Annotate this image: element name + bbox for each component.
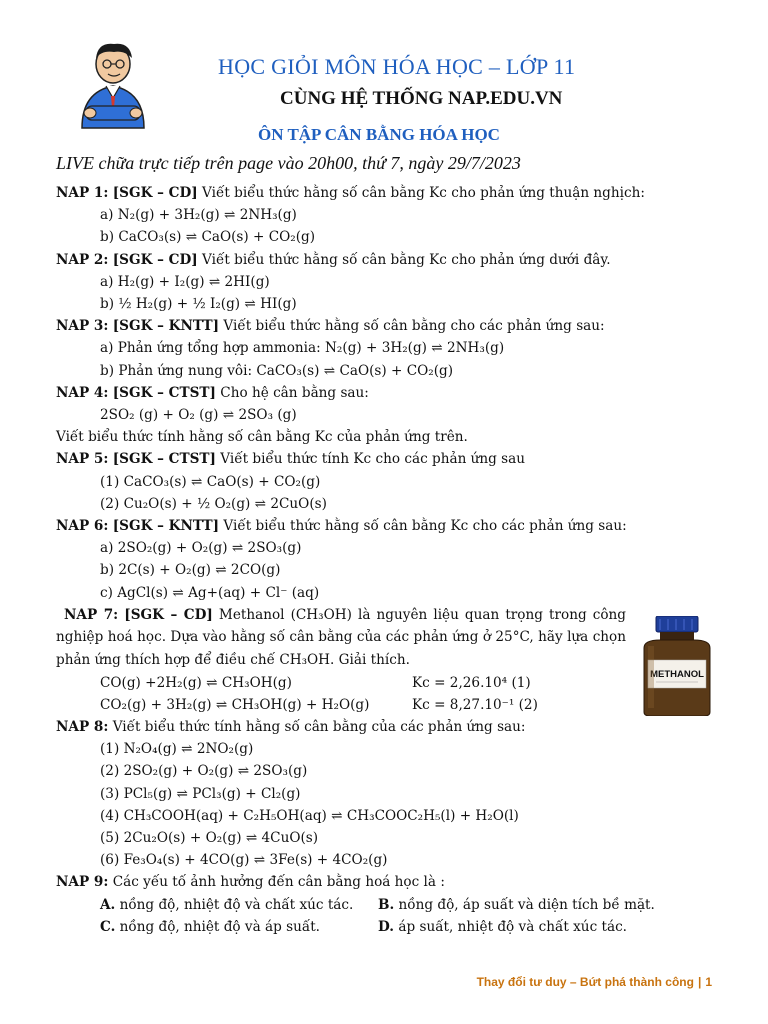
question-text: Viết biểu thức tính Kc cho các phản ứng sau [215, 451, 526, 468]
page-footer [477, 975, 712, 989]
reaction-item: a) Phản ứng tổng hợp ammonia: N₂(g) + 3H₂(g) ⇌ 2NH₃(g) [100, 340, 505, 357]
question-list [56, 182, 724, 938]
question-source: [SGK – CTST] [112, 384, 216, 401]
answer-row [56, 916, 724, 938]
reaction-equation: CO₂(g) + 3H₂(g) ⇌ CH₃OH(g) + H₂O(g) [100, 696, 370, 713]
reaction-item: (1) CaCO₃(s) ⇌ CaO(s) + CO₂(g) [100, 473, 321, 490]
question-text: Viết biểu thức hằng số cân bằng Kc cho phản ứng dưới đây. [197, 251, 611, 268]
answer-option-c[interactable] [100, 916, 378, 938]
question-9 [56, 871, 724, 893]
reaction-item: 2SO₂ (g) + O₂ (g) ⇌ 2SO₃ (g) [100, 407, 297, 424]
footer-slogan: Thay đổi tư duy – Bứt phá thành công [476, 975, 694, 989]
reaction-equation: CO(g) +2H₂(g) ⇌ CH₃OH(g) [100, 674, 292, 691]
reaction-item: b) 2C(s) + O₂(g) ⇌ 2CO(g) [100, 562, 281, 579]
question-number: NAP 5: [56, 451, 109, 468]
question-number: NAP 4: [56, 384, 109, 401]
question-instruction: Viết biểu thức tính hằng số cân bằng Kc của phản ứng trên. [56, 429, 468, 446]
question-source: [SGK – CD] [112, 185, 198, 201]
topic-heading: ÔN TẬP CÂN BẰNG HÓA HỌC [258, 125, 500, 144]
question-number: NAP 8: [56, 719, 109, 736]
reaction-item: (4) CH₃COOH(aq) + C₂H₅OH(aq) ⇌ CH₃COOC₂H₅(l) + H₂O(l) [100, 807, 519, 824]
answer-option-a[interactable] [100, 894, 378, 916]
reaction-item: b) ½ H₂(g) + ½ I₂(g) ⇌ HI(g) [100, 296, 297, 313]
reaction-row [56, 694, 724, 716]
page-subtitle: CÙNG HỆ THỐNG NAP.EDU.VN [280, 88, 563, 109]
reaction-item: (6) Fe₃O₄(s) + 4CO(g) ⇌ 3Fe(s) + 4CO₂(g) [100, 852, 388, 869]
question-7 [56, 604, 626, 672]
question-number: NAP 7: [64, 606, 119, 623]
reaction-item: (5) 2Cu₂O(s) + O₂(g) ⇌ 4CuO(s) [100, 830, 319, 847]
answer-option-b[interactable] [378, 894, 656, 916]
question-source: [SGK – KNTT] [112, 318, 220, 335]
question-number: NAP 1: [56, 185, 109, 201]
question-5 [56, 448, 724, 470]
question-6 [56, 515, 724, 537]
question-source: [SGK – CD] [124, 606, 213, 623]
option-letter: C. [100, 918, 116, 935]
option-text: nồng độ, nhiệt độ và chất xúc tác. [115, 896, 354, 913]
reaction-item: b) CaCO₃(s) ⇌ CaO(s) + CO₂(g) [100, 229, 316, 246]
question-number: NAP 3: [56, 318, 109, 335]
reaction-item: a) H₂(g) + I₂(g) ⇌ 2HI(g) [100, 273, 270, 290]
option-text: áp suất, nhiệt độ và chất xúc tác. [394, 918, 627, 935]
equilibrium-constant: Kc = 2,26.10⁴ (1) [412, 674, 531, 691]
option-letter: A. [100, 896, 116, 913]
reaction-item: (3) PCl₅(g) ⇌ PCl₃(g) + Cl₂(g) [100, 785, 301, 802]
answer-option-d[interactable] [378, 916, 656, 938]
reaction-item: (1) N₂O₄(g) ⇌ 2NO₂(g) [100, 741, 254, 758]
methanol-bottle-image [634, 616, 720, 716]
equilibrium-constant: Kc = 8,27.10⁻¹ (2) [412, 696, 538, 713]
question-text: Cho hệ cân bằng sau: [215, 384, 369, 401]
option-text: nồng độ, áp suất và diện tích bề mặt. [394, 896, 655, 913]
question-text: Viết biểu thức hằng số cân bằng Kc cho phản ứng thuận nghịch: [197, 185, 645, 201]
question-text: Các yếu tố ảnh hưởng đến cân bằng hoá học là : [108, 874, 445, 891]
question-source: [SGK – CTST] [112, 451, 216, 468]
page-title: HỌC GIỎI MÔN HÓA HỌC – LỚP 11 [218, 54, 576, 79]
reaction-item: a) N₂(g) + 3H₂(g) ⇌ 2NH₃(g) [100, 207, 297, 224]
question-text: Viết biểu thức tính hằng số cân bằng của các phản ứng sau: [108, 719, 526, 736]
question-number: NAP 2: [56, 251, 109, 268]
reaction-item: b) Phản ứng nung vôi: CaCO₃(s) ⇌ CaO(s) + CO₂(g) [100, 362, 454, 379]
reaction-item: a) 2SO₂(g) + O₂(g) ⇌ 2SO₃(g) [100, 540, 302, 557]
footer-separator: | [697, 975, 702, 989]
question-2 [56, 249, 724, 271]
question-3 [56, 315, 724, 337]
question-source: [SGK – KNTT] [112, 518, 220, 535]
reaction-item: c) AgCl(s) ⇌ Ag+(aq) + Cl⁻ (aq) [100, 584, 320, 601]
option-letter: D. [378, 918, 395, 935]
question-4 [56, 382, 724, 404]
bottle-label: METHANOL [650, 669, 704, 680]
question-text: Viết biểu thức hằng số cân bằng Kc cho các phản ứng sau: [219, 518, 627, 535]
question-1 [56, 182, 724, 204]
question-number: NAP 9: [56, 874, 109, 891]
page-number: 1 [705, 975, 712, 989]
question-8 [56, 716, 724, 738]
answer-row [56, 894, 724, 916]
question-number: NAP 6: [56, 518, 109, 535]
teacher-avatar-illustration [72, 40, 154, 130]
reaction-row [56, 672, 724, 694]
question-source: [SGK – CD] [112, 251, 198, 268]
question-text: Methanol (CH₃OH) là nguyên liệu quan trọng trong công nghiệp hoá học. Dựa vào hằng số cân bằng của các phản ứng ở 25°C, hãy lựa chọn phản ứng thích hợp để điều chế CH₃OH. Giải thích. [56, 606, 627, 669]
reaction-item: (2) 2SO₂(g) + O₂(g) ⇌ 2SO₃(g) [100, 763, 308, 780]
question-text: Viết biểu thức hằng số cân bằng cho các phản ứng sau: [219, 318, 605, 335]
reaction-item: (2) Cu₂O(s) + ½ O₂(g) ⇌ 2CuO(s) [100, 495, 327, 512]
live-announcement: LIVE chữa trực tiếp trên page vào 20h00, thứ 7, ngày 29/7/2023 [56, 153, 521, 173]
option-letter: B. [378, 896, 395, 913]
option-text: nồng độ, nhiệt độ và áp suất. [115, 918, 320, 935]
